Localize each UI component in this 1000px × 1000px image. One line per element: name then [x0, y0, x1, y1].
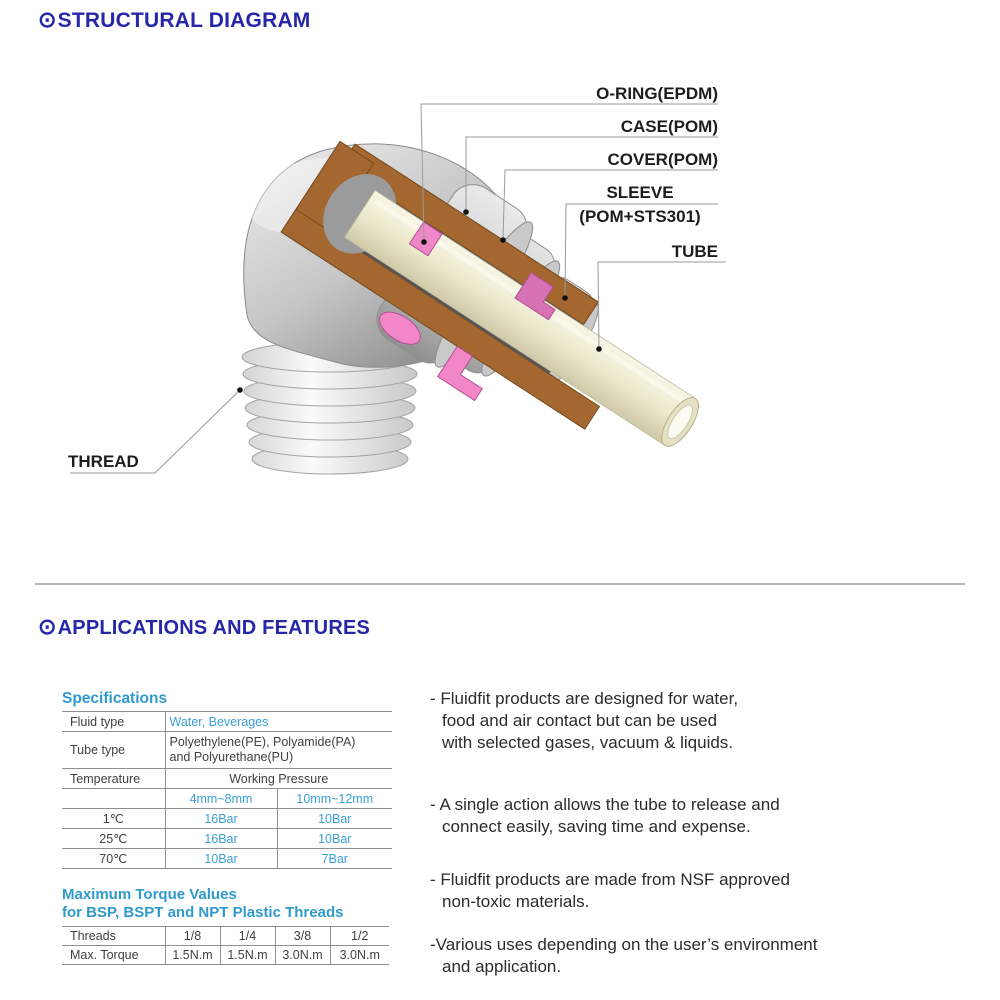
threads-header: Threads: [62, 927, 165, 946]
empty-cell: [62, 789, 165, 809]
pressure-value: 7Bar: [277, 849, 392, 869]
table-row: [62, 809, 392, 829]
bullseye-icon: ⊙: [38, 614, 57, 639]
feature-item: [430, 869, 985, 913]
label-thread: THREAD: [68, 452, 139, 471]
size-column-1: 4mm~8mm: [165, 789, 277, 809]
label-tube: TUBE: [671, 242, 718, 261]
table-row: [62, 927, 389, 946]
torque-title-line1: Maximum Torque Values: [62, 886, 237, 903]
torque-value: 3.0N.m: [330, 946, 389, 965]
feature-item: [430, 934, 985, 978]
feature-line: with selected gases, vacuum & liquids.: [442, 733, 734, 752]
temp-value: 70℃: [62, 849, 165, 869]
table-row: [62, 712, 392, 732]
torque-value: 1.5N.m: [165, 946, 220, 965]
fluid-type-value: Water, Beverages: [165, 712, 392, 732]
feature-line: - A single action allows the tube to release and: [430, 795, 780, 814]
section-divider: [35, 583, 965, 585]
fluid-type-label: Fluid type: [62, 712, 165, 732]
table-row: [62, 946, 389, 965]
label-cover: COVER(POM): [607, 150, 718, 169]
table-row: [62, 849, 392, 869]
feature-line: non-toxic materials.: [442, 892, 590, 911]
section1-title: STRUCTURAL DIAGRAM: [57, 9, 311, 32]
thread-size: 1/2: [330, 927, 389, 946]
temperature-label: Temperature: [62, 769, 165, 789]
size-column-2: 10mm~12mm: [277, 789, 392, 809]
temp-value: 25℃: [62, 829, 165, 849]
label-sleeve-line2: (POM+STS301): [579, 207, 701, 226]
pressure-value: 10Bar: [277, 829, 392, 849]
label-case: CASE(POM): [620, 117, 718, 136]
torque-value: 3.0N.m: [275, 946, 330, 965]
torque-block: [62, 886, 394, 965]
max-torque-label: Max. Torque: [62, 946, 165, 965]
torque-value: 1.5N.m: [220, 946, 275, 965]
pressure-value: 16Bar: [165, 809, 277, 829]
pressure-value: 10Bar: [165, 849, 277, 869]
table-row: [62, 769, 392, 789]
tube-type-value: Polyethylene(PE), Polyamide(PA) and Polyurethane(PU): [165, 732, 392, 769]
feature-line: - Fluidfit products are made from NSF approved: [430, 870, 790, 889]
bullseye-icon: ⊙: [38, 7, 57, 32]
feature-line: connect easily, saving time and expense.: [442, 817, 751, 836]
section2-title: APPLICATIONS AND FEATURES: [57, 617, 371, 639]
structural-diagram-figure: [0, 40, 780, 510]
label-oring: O-RING(EPDM): [596, 84, 718, 103]
label-sleeve-line1: SLEEVE: [606, 183, 674, 202]
torque-table: [62, 926, 389, 965]
feature-item: [430, 688, 985, 754]
working-pressure-label: Working Pressure: [165, 769, 392, 789]
feature-line: -Various uses depending on the user’s environment: [430, 935, 818, 954]
pressure-value: 10Bar: [277, 809, 392, 829]
table-row: [62, 789, 392, 809]
feature-line: and application.: [442, 957, 562, 976]
pressure-value: 16Bar: [165, 829, 277, 849]
feature-line: - Fluidfit products are designed for water,: [430, 689, 739, 708]
feature-line: food and air contact but can be used: [442, 711, 718, 730]
section2-heading: [38, 614, 370, 640]
feature-item: [430, 794, 985, 838]
thread-size: 3/8: [275, 927, 330, 946]
temp-value: 1℃: [62, 809, 165, 829]
table-row: [62, 732, 392, 769]
tube-type-label: Tube type: [62, 732, 165, 769]
specifications-block: [62, 690, 394, 869]
section1-heading: [38, 7, 311, 33]
torque-title-line2: for BSP, BSPT and NPT Plastic Threads: [62, 904, 344, 921]
specifications-title: Specifications: [62, 690, 168, 707]
thread-size: 1/8: [165, 927, 220, 946]
table-row: [62, 829, 392, 849]
specifications-table: [62, 711, 392, 869]
thread-size: 1/4: [220, 927, 275, 946]
